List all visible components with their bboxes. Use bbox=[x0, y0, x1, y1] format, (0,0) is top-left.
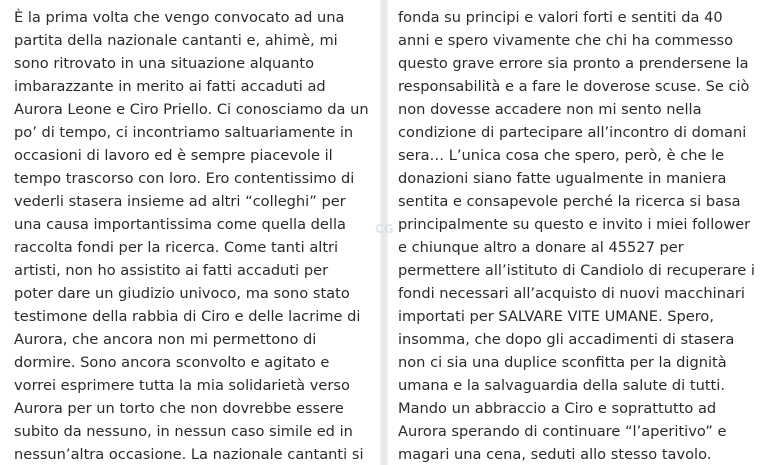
text-line: responsabilità e a fare le doverose scuse. Se ciò bbox=[398, 78, 750, 95]
text-line: non dovesse accadere non mi sento nella bbox=[398, 101, 702, 118]
text-line: È la prima volta che vengo convocato ad una bbox=[14, 9, 345, 26]
text-line: Aurora Leone e Ciro Priello. Ci conosciamo da un bbox=[14, 101, 369, 118]
text-line: vorrei esprimere tutta la mia solidarietà verso bbox=[14, 377, 350, 394]
text-line: magari una cena, seduti allo stesso tavolo. bbox=[398, 446, 712, 463]
watermark-logo: CG bbox=[375, 222, 394, 236]
text-line: dormire. Sono ancora sconvolto e agitato e bbox=[14, 354, 330, 371]
text-line: Aurora per un torto che non dovrebbe essere bbox=[14, 400, 344, 417]
text-line: Aurora, che ancora non mi permettono di bbox=[14, 331, 317, 348]
text-line: questo grave errore sia pronto a prendersene la bbox=[398, 55, 749, 72]
text-line: partita della nazionale cantanti e, ahimè, mi bbox=[14, 32, 338, 49]
text-line: principalmente su questo e invito i miei follower bbox=[398, 216, 751, 233]
text-line: anni e spero vivamente che chi ha commesso bbox=[398, 32, 734, 49]
text-line: subito da nessuno, in nessun caso simile ed in bbox=[14, 423, 353, 440]
text-line: fonda su principi e valori forti e sentiti da 40 bbox=[398, 9, 723, 26]
text-line: una causa importantissima come quella della bbox=[14, 216, 346, 233]
text-line: nessun’altra occasione. La nazionale cantanti si bbox=[14, 446, 364, 463]
text-line: Aurora sperando di continuare “l’aperitivo” e bbox=[398, 423, 727, 440]
text-line: artisti, non ho assistito ai fatti accaduti per bbox=[14, 262, 329, 279]
text-line: fondi necessari all’acquisto di nuovi macchinari bbox=[398, 285, 745, 302]
text-line: insomma, che dopo gli accadimenti di stasera bbox=[398, 331, 735, 348]
text-line: raccolta fondi per la ricerca. Come tanti altri bbox=[14, 239, 339, 256]
text-line: tempo trascorso con loro. Ero contentissimo di bbox=[14, 170, 355, 187]
text-line: po’ di tempo, ci incontriamo saltuariamente in bbox=[14, 124, 354, 141]
text-line: donazioni siano fatte ugualmente in maniera bbox=[398, 170, 727, 187]
right-text-column bbox=[388, 0, 767, 465]
text-line: importati per SALVARE VITE UMANE. Spero, bbox=[398, 308, 714, 325]
text-line: vederli stasera insieme ad altri “colleghi” per bbox=[14, 193, 346, 210]
text-line: e chiunque altro a donare al 45527 per bbox=[398, 239, 684, 256]
text-line: permettere all’istituto di Candiolo di recuperare i bbox=[398, 262, 755, 279]
text-line: sera… L’unica cosa che spero, però, è che le bbox=[398, 147, 725, 164]
text-line: condizione di partecipare all’incontro di domani bbox=[398, 124, 747, 141]
text-line: occasioni di lavoro ed è sempre piacevole il bbox=[14, 147, 333, 164]
text-line: testimone della rabbia di Ciro e delle lacrime di bbox=[14, 308, 361, 325]
text-line: sono ritrovato in una situazione alquanto bbox=[14, 55, 315, 72]
text-line: Mando un abbraccio a Ciro e soprattutto ad bbox=[398, 400, 717, 417]
text-line: umana e la salvaguardia della salute di tutti. bbox=[398, 377, 725, 394]
text-line: non ci sia una duplice sconfitta per la dignità bbox=[398, 354, 727, 371]
text-line: poter dare un giudizio univoco, ma sono stato bbox=[14, 285, 350, 302]
left-text-column bbox=[0, 0, 380, 465]
text-line: imbarazzante in merito ai fatti accaduti ad bbox=[14, 78, 326, 95]
text-line: sentita e consapevole perché la ricerca si basa bbox=[398, 193, 741, 210]
